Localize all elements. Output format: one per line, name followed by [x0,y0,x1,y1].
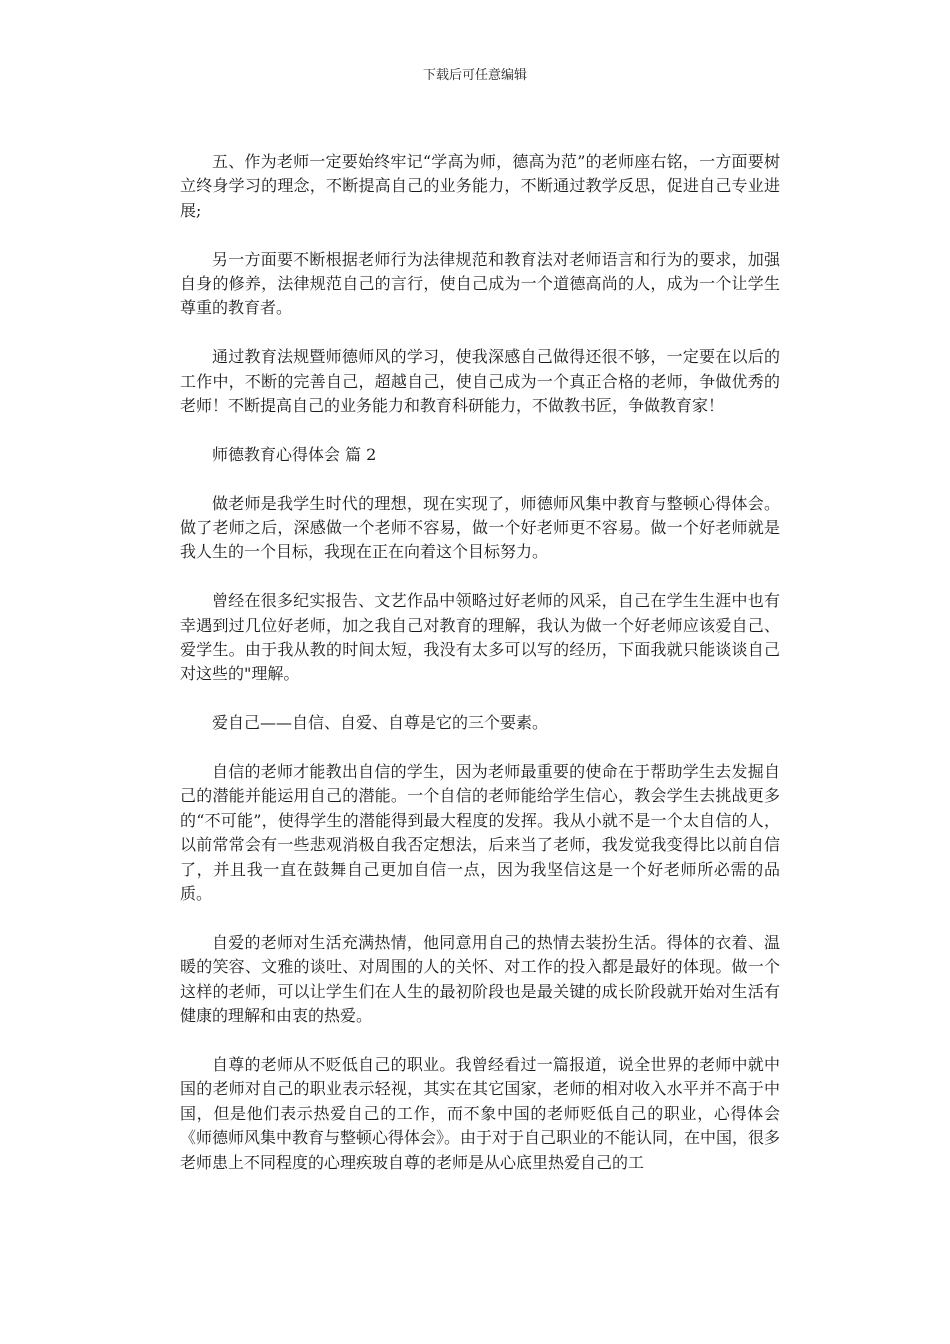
section-title: 师德教育心得体会 篇 2 [212,444,377,464]
paragraph-7: 自信的老师才能教出自信的学生，因为老师最重要的使命在于帮助学生去发掘自己的潜能并能运用自己的潜能。一个自信的老师能给学生信心，教会学生去挑战更多的“不可能”，使得学生的潜能得到最大程度的发挥。我从小就不是一个太自信的人，以前常常会有一些悲观消极自我否定想法，后来当了老师，我发觉我变得比以前自信了，并且我一直在鼓舞自己更加自信一点，因为我坚信这是一个好老师所必需的品质。 [180,762,780,904]
paragraph-9: 自尊的老师从不贬低自己的职业。我曾经看过一篇报道，说全世界的老师中就中国的老师对自己的职业表示轻视，其实在其它国家，老师的相对收入水平并不高于中国，但是他们表示热爱自己的工作，而不象中国的老师贬低自己的职业，心得体会《师德师风集中教育与整顿心得体会》。由于对于自己职业的不能认同，在中国，很多老师患上不同程度的心理疾玻自尊的老师是从心底里热爱自己的工 [180,1054,781,1172]
paragraph-8: 自爱的老师对生活充满热情，他同意用自己的热情去装扮生活。得体的衣着、温暖的笑容、文雅的谈吐、对周围的人的关怀、对工作的投入都是最好的体现。做一个这样的老师，可以让学生们在人生的最初阶段也是最关键的成长阶段就开始对生活有健康的理解和由衷的热爱。 [180,932,780,1026]
page-header: 下载后可任意编辑 [422,68,527,83]
paragraph-4: 做老师是我学生时代的理想，现在实现了，师德师风集中教育与整顿心得体会。做了老师之后，深感做一个老师不容易，做一个好老师更不容易。做一个好老师就是我人生的一个目标，我现在正在向着这个目标努力。 [180,493,780,562]
paragraph-6: 爱自己——自信、自爱、自尊是它的三个要素。 [212,713,549,733]
document-body [180,150,780,1199]
paragraph-1: 五、作为老师一定要始终牢记“学高为师，德高为范”的老师座右铭，一方面要树立终身学习的理念，不断提高自己的业务能力，不断通过教学反思，促进自己专业进展; [180,152,780,220]
paragraph-5: 曾经在很多纪实报告、文艺作品中领略过好老师的风采，自己在学生生涯中也有幸遇到过几位好老师，加之我自己对教育的理解，我认为做一个好老师应该爱自己、爱学生。由于我从教的时间太短，我没有太多可以写的经历，下面我就只能谈谈自己对这些的"理解。 [180,591,780,684]
paragraph-2: 另一方面要不断根据老师行为法律规范和教育法对老师语言和行为的要求，加强自身的修养，法律规范自己的言行，使自己成为一个道德高尚的人，成为一个让学生尊重的教育者。 [180,249,780,318]
paragraph-3: 通过教育法规暨师德师风的学习，使我深感自己做得还很不够，一定要在以后的工作中，不断的完善自己，超越自己，使自己成为一个真正合格的老师，争做优秀的老师！不断提高自己的业务能力和教育科研能力，不做教书匠，争做教育家！ [180,347,780,416]
